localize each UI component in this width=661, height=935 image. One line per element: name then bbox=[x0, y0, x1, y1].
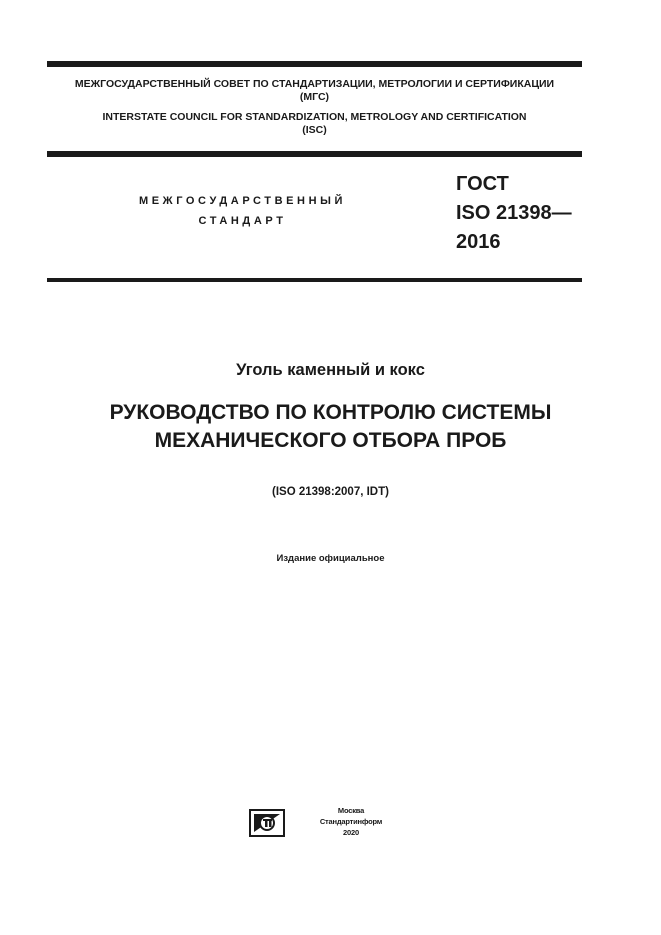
council-en-line1: INTERSTATE COUNCIL FOR STANDARDIZATION, METROLOGY AND CERTIFICATION bbox=[102, 111, 527, 123]
council-ru-line2: (МГС) bbox=[299, 91, 330, 103]
top-rule bbox=[47, 61, 582, 67]
publisher-year: 2020 bbox=[343, 828, 359, 837]
standard-kind bbox=[100, 191, 385, 231]
document-title-line2: МЕХАНИЧЕСКОГО ОТБОРА ПРОБ bbox=[154, 429, 507, 452]
edition-note: Издание официальное bbox=[276, 553, 385, 564]
publisher-city: Москва bbox=[337, 806, 365, 815]
middle-rule bbox=[47, 151, 582, 157]
council-name-english bbox=[47, 111, 582, 137]
council-ru-line1: МЕЖГОСУДАРСТВЕННЫЙ СОВЕТ ПО СТАНДАРТИЗАЦИИ, МЕТРОЛОГИИ И СЕРТИФИКАЦИИ bbox=[74, 78, 555, 90]
designation-line3: 2016 bbox=[456, 231, 501, 253]
bottom-rule bbox=[47, 278, 582, 282]
document-subject: Уголь каменный и кокс bbox=[236, 361, 425, 379]
document-title-line1: РУКОВОДСТВО ПО КОНТРОЛЮ СИСТЕМЫ bbox=[109, 401, 552, 424]
iso-reference: (ISO 21398:2007, IDT) bbox=[272, 486, 389, 498]
designation-line2: ISO 21398— bbox=[456, 202, 572, 224]
standard-kind-line1: МЕЖГОСУДАРСТВЕННЫЙ bbox=[138, 195, 347, 207]
publisher-name: Стандартинформ bbox=[319, 817, 383, 826]
standard-designation bbox=[456, 170, 572, 257]
document-title bbox=[0, 399, 661, 455]
publisher-block bbox=[306, 805, 396, 838]
council-en-line2: (ISC) bbox=[302, 124, 327, 136]
standartinform-logo-icon bbox=[249, 809, 285, 837]
council-name-russian bbox=[47, 78, 582, 104]
standard-kind-line2: СТАНДАРТ bbox=[198, 215, 287, 227]
designation-line1: ГОСТ bbox=[456, 173, 509, 195]
